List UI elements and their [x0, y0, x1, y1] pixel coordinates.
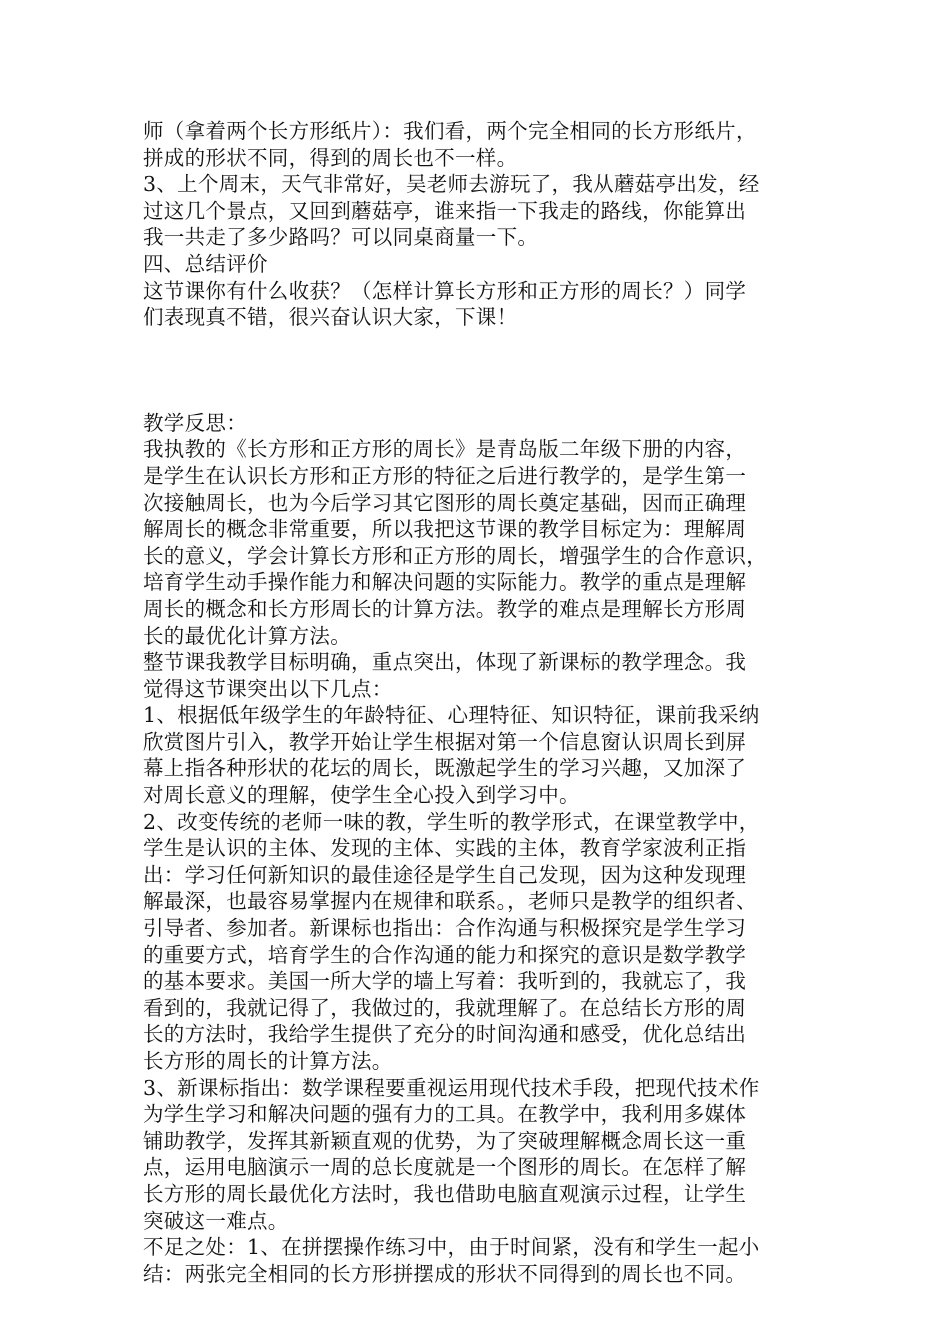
text-line: 是学生在认识长方形和正方形的特征之后进行教学的，是学生第一: [143, 463, 747, 488]
text-line: 拼成的形状不同，得到的周长也不一样。: [143, 145, 518, 170]
section-heading: 教学反思：: [143, 410, 247, 435]
text-line: 的重要方式，培育学生的合作沟通的能力和探究的意识是数学教学: [143, 942, 747, 967]
text-line: 长方形的周长最优化方法时，我也借助电脑直观演示过程，让学生: [143, 1181, 747, 1206]
text-line: 解最深，也最容易掌握内在规律和联系。，老师只是教学的组织者、: [143, 889, 757, 914]
text-line: 突破这一难点。: [143, 1208, 289, 1233]
text-line: 为学生学习和解决问题的强有力的工具。在教学中，我利用多媒体: [143, 1102, 747, 1127]
text-line: 周长的概念和长方形周长的计算方法。教学的难点是理解长方形周: [143, 596, 747, 621]
text-line: 出：学习任何新知识的最佳途径是学生自己发现，因为这种发现理: [143, 862, 747, 887]
text-line: 我执教的《长方形和正方形的周长》是青岛版二年级下册的内容，: [143, 437, 747, 462]
text-line: 解周长的概念非常重要，所以我把这节课的教学目标定为：理解周: [143, 517, 747, 542]
text-line: 过这几个景点，又回到蘑菇亭，谁来指一下我走的路线，你能算出: [143, 198, 747, 223]
text-line: 幕上指各种形状的花坛的周长，既激起学生的学习兴趣，又加深了: [143, 756, 747, 781]
text-line: 学生是认识的主体、发现的主体、实践的主体，教育学家波利正指: [143, 836, 747, 861]
text-line: 我一共走了多少路吗？可以同桌商量一下。: [143, 225, 539, 250]
text-line: 这节课你有什么收获？（怎样计算长方形和正方形的周长？）同学: [143, 278, 747, 303]
text-line: 整节课我教学目标明确，重点突出，体现了新课标的教学理念。我: [143, 650, 747, 675]
text-line: 欣赏图片引入，教学开始让学生根据对第一个信息窗认识周长到屏: [143, 729, 747, 754]
text-line: 长的方法时，我给学生提供了充分的时间沟通和感受，优化总结出: [143, 1022, 747, 1047]
section-heading: 四、总结评价: [143, 251, 268, 276]
text-line: 3、上个周末，天气非常好，吴老师去游玩了，我从蘑菇亭出发，经: [143, 172, 760, 197]
text-line: 长的最优化计算方法。: [143, 623, 351, 648]
text-line: 不足之处：1、在拼摆操作练习中，由于时间紧，没有和学生一起小: [143, 1235, 760, 1260]
document-page: [143, 118, 815, 1287]
text-line: 引导者、参加者。新课标也指出：合作沟通与积极探究是学生学习: [143, 916, 747, 941]
blank-gap: [143, 331, 815, 410]
text-line: 1、根据低年级学生的年龄特征、心理特征、知识特征，课前我采纳: [143, 703, 760, 728]
reflection-section: [143, 410, 815, 1288]
text-line: 培育学生动手操作能力和解决问题的实际能力。教学的重点是理解: [143, 570, 747, 595]
text-line: 的基本要求。美国一所大学的墙上写着：我听到的，我就忘了，我: [143, 969, 747, 994]
text-line: 3、新课标指出：数学课程要重视运用现代技术手段，把现代技术作: [143, 1075, 760, 1100]
text-line: 觉得这节课突出以下几点：: [143, 676, 393, 701]
text-line: 对周长意义的理解，使学生全心投入到学习中。: [143, 783, 580, 808]
text-line: 师（拿着两个长方形纸片）：我们看，两个完全相同的长方形纸片，: [143, 119, 757, 143]
text-line: 结：两张完全相同的长方形拼摆成的形状不同得到的周长也不同。: [143, 1261, 747, 1286]
lesson-section: [143, 118, 815, 331]
text-line: 次接触周长，也为今后学习其它图形的周长奠定基础，因而正确理: [143, 490, 747, 515]
text-line: 2、改变传统的老师一味的教，学生听的教学形式，在课堂教学中，: [143, 809, 760, 834]
text-line: 长方形的周长的计算方法。: [143, 1049, 393, 1073]
text-line: 们表现真不错，很兴奋认识大家，下课！: [143, 305, 518, 330]
text-line: 铺助教学，发挥其新颖直观的优势，为了突破理解概念周长这一重: [143, 1128, 747, 1153]
text-line: 点，运用电脑演示一周的总长度就是一个图形的周长。在怎样了解: [143, 1155, 747, 1180]
text-line: 看到的，我就记得了，我做过的，我就理解了。在总结长方形的周: [143, 995, 747, 1020]
text-line: 长的意义，学会计算长方形和正方形的周长，增强学生的合作意识，: [143, 543, 767, 568]
